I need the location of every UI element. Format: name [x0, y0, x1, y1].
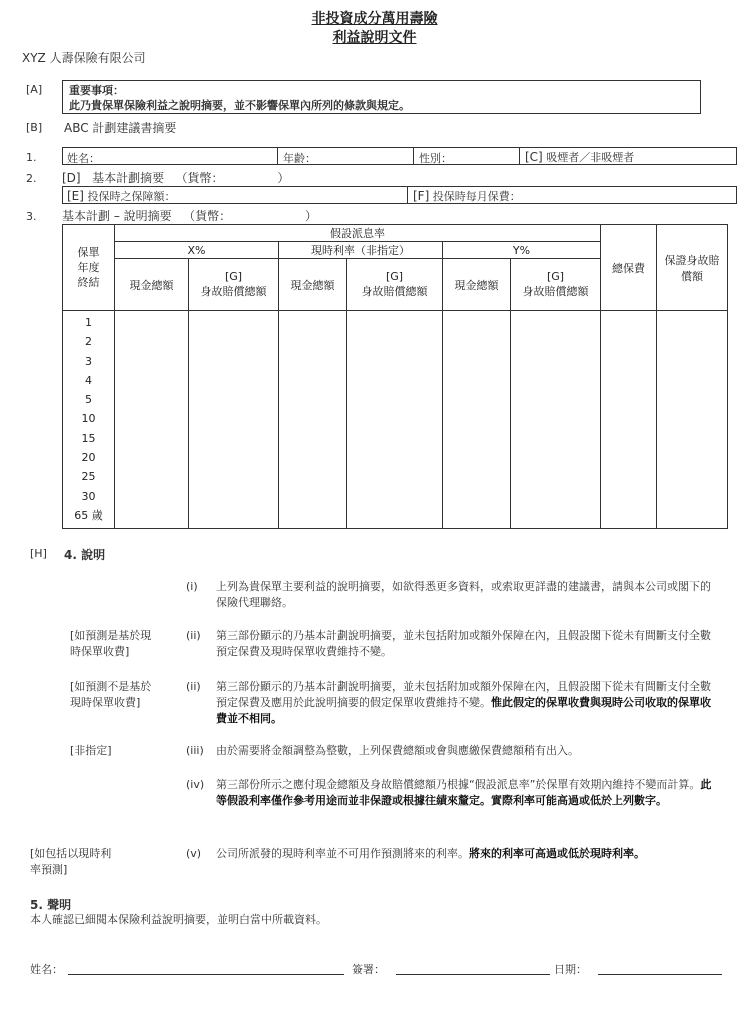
year-cell: 2 — [85, 335, 92, 349]
plan-amounts-box — [62, 186, 737, 204]
name-signature-line[interactable] — [68, 974, 344, 975]
note-body: 第三部份顯示的乃基本計劃說明摘要，並未包括附加或額外保障在內，且假設閣下從未有間斷支付全數預定保費及應用於此說明摘要的假定保單收費維持不變。 — [216, 680, 711, 709]
value-cell — [279, 311, 347, 529]
guaranteed-death-header: 保證身故賠償額 — [657, 225, 728, 311]
note-side-label: [非指定] — [70, 744, 112, 757]
important-notice-heading: 重要事項： — [69, 84, 124, 97]
c-tag: [C] — [525, 150, 543, 164]
policy-year-header: 保單 年度 終結 — [63, 225, 115, 311]
policy-year-list — [63, 311, 115, 529]
value-cell — [601, 311, 657, 529]
value-cell — [511, 311, 601, 529]
illustration-heading: 基本計劃 – 說明摘要 — [62, 209, 172, 223]
note-side-label: [如包括以現時利率預測] — [30, 847, 112, 876]
section-h-tag: [H] — [30, 547, 47, 560]
note-emphasis: 將來的利率可高過或低於現時利率。 — [469, 847, 645, 860]
note-number: (ii) — [186, 680, 201, 693]
note-number: (iii) — [186, 744, 204, 757]
important-notice-text: 此乃貴保單保險利益之說明摘要，並不影響保單內所列的條款與規定。 — [69, 99, 410, 112]
year-cell: 4 — [85, 373, 92, 387]
death-benefit-header: [G] 身故賠償總額 — [347, 259, 443, 311]
year-cell: 30 — [81, 489, 96, 503]
section-a-tag: [A] — [26, 83, 43, 96]
note-side-label: [如預測不是基於現時保單收費] — [70, 680, 152, 709]
year-cell: 3 — [85, 354, 92, 368]
note-body: 第三部份所示之應付現金總額及身故賠償總額乃根據“假設派息率”於保單有效期內維持不變而計算。 — [216, 778, 701, 791]
year-cell: 20 — [81, 451, 96, 465]
note-number: (iv) — [186, 778, 205, 791]
document-title: 非投資成分萬用壽險 — [311, 11, 438, 27]
signature-name-label: 姓名： — [30, 963, 63, 976]
note-body: 上列為貴保單主要利益的說明摘要，如欲得悉更多資料，或索取更詳盡的建議書，請與本公司或閣下的保險代理聯絡。 — [216, 580, 711, 609]
year-cell: 65 歲 — [74, 508, 103, 522]
date-signature-line[interactable] — [598, 974, 722, 975]
value-cell — [115, 311, 189, 529]
document-subtitle: 利益說明文件 — [332, 30, 417, 46]
value-cell — [443, 311, 511, 529]
note-body: 公司所派發的現時利率並不可用作預測將來的利率。 — [216, 847, 469, 860]
name-label: 姓名： — [67, 152, 100, 165]
note-number: (ii) — [186, 629, 201, 642]
note-emphasis: 此等假設利率僅作參考用途而並非保證或根據往績來釐定。實際利率可能高過或低於上列數字。 — [216, 778, 712, 807]
assumed-rate-header: 假設派息率 — [115, 225, 601, 242]
signature-date-label: 日期： — [554, 963, 587, 976]
value-cell — [657, 311, 728, 529]
basic-plan-heading: 基本計劃摘要 — [92, 171, 165, 185]
note-text — [216, 579, 712, 611]
sign-signature-line[interactable] — [396, 974, 550, 975]
section-b-title: ABC 計劃建議書摘要 — [64, 121, 177, 135]
note-number: (v) — [186, 847, 202, 860]
divider — [277, 148, 278, 164]
cash-header: 現金總額 — [443, 259, 511, 311]
notes-heading: 4. 說明 — [64, 548, 106, 562]
year-cell: 15 — [81, 431, 96, 445]
personal-details-box — [62, 147, 737, 165]
total-premium-header: 總保費 — [601, 225, 657, 311]
note-text — [216, 846, 712, 862]
year-cell: 25 — [81, 470, 96, 484]
row-2-number: 2. — [26, 172, 37, 185]
divider — [407, 187, 408, 203]
monthly-premium-field: [F] 投保時每月保費： — [413, 189, 521, 203]
death-benefit-header: [G] 身故賠償總額 — [511, 259, 601, 311]
year-cell: 5 — [85, 393, 92, 407]
illustration-heading-line: 基本計劃 – 說明摘要 （貨幣： ） — [62, 209, 317, 223]
death-benefit-header: [G] 身故賠償總額 — [189, 259, 279, 311]
note-body: 由於需要將金額調整為整數，上列保費總額或會與應繳保費總額稍有出入。 — [216, 744, 579, 757]
currency-label: （貨幣： — [183, 209, 232, 223]
declaration-text: 本人確認已細閱本保險利益說明摘要，並明白當中所載資料。 — [30, 913, 327, 926]
declaration-heading: 5. 聲明 — [30, 898, 72, 912]
note-text — [216, 743, 712, 759]
note-body: 第三部份顯示的乃基本計劃說明摘要，並未包括附加或額外保障在內，且假設閣下從未有間斷支付全數預定保費及現時保單收費維持不變。 — [216, 629, 711, 658]
value-cell — [347, 311, 443, 529]
cash-header: 現金總額 — [279, 259, 347, 311]
age-label: 年齡： — [283, 152, 316, 165]
section-b-tag: [B] — [26, 121, 43, 134]
divider — [413, 148, 414, 164]
important-notice-box — [62, 80, 701, 114]
sum-assured-field: [E] 投保時之保障額： — [67, 189, 176, 203]
d-tag: [D] — [62, 171, 81, 185]
year-cell: 1 — [85, 316, 92, 329]
note-emphasis: 惟此假定的保單收費與現時公司收取的保單收費並不相同。 — [216, 696, 711, 725]
note-number: (i) — [186, 580, 198, 593]
note-text — [216, 679, 712, 727]
smoker-field — [525, 149, 634, 165]
sex-label: 性別： — [419, 152, 452, 165]
note-text — [216, 628, 712, 660]
value-cell — [189, 311, 279, 529]
rate-current-header: 現時利率（非指定） — [279, 242, 443, 259]
signature-sign-label: 簽署： — [352, 963, 385, 976]
note-text — [216, 777, 712, 809]
note-side-label: [如預測是基於現時保單收費] — [70, 629, 152, 658]
illustration-table — [62, 224, 728, 529]
divider — [519, 148, 520, 164]
row-3-number: 3. — [26, 210, 37, 223]
currency-label: （貨幣： — [175, 171, 224, 185]
rate-y-header: Y% — [443, 242, 601, 259]
cash-header: 現金總額 — [115, 259, 189, 311]
year-cell: 10 — [81, 412, 96, 426]
row-1-number: 1. — [26, 151, 37, 164]
rate-x-header: X% — [115, 242, 279, 259]
company-name: XYZ 人壽保險有限公司 — [22, 51, 146, 65]
smoker-label: 吸煙者／非吸煙者 — [546, 151, 635, 164]
basic-plan-heading-line: [D] 基本計劃摘要 （貨幣： ） — [62, 171, 290, 185]
